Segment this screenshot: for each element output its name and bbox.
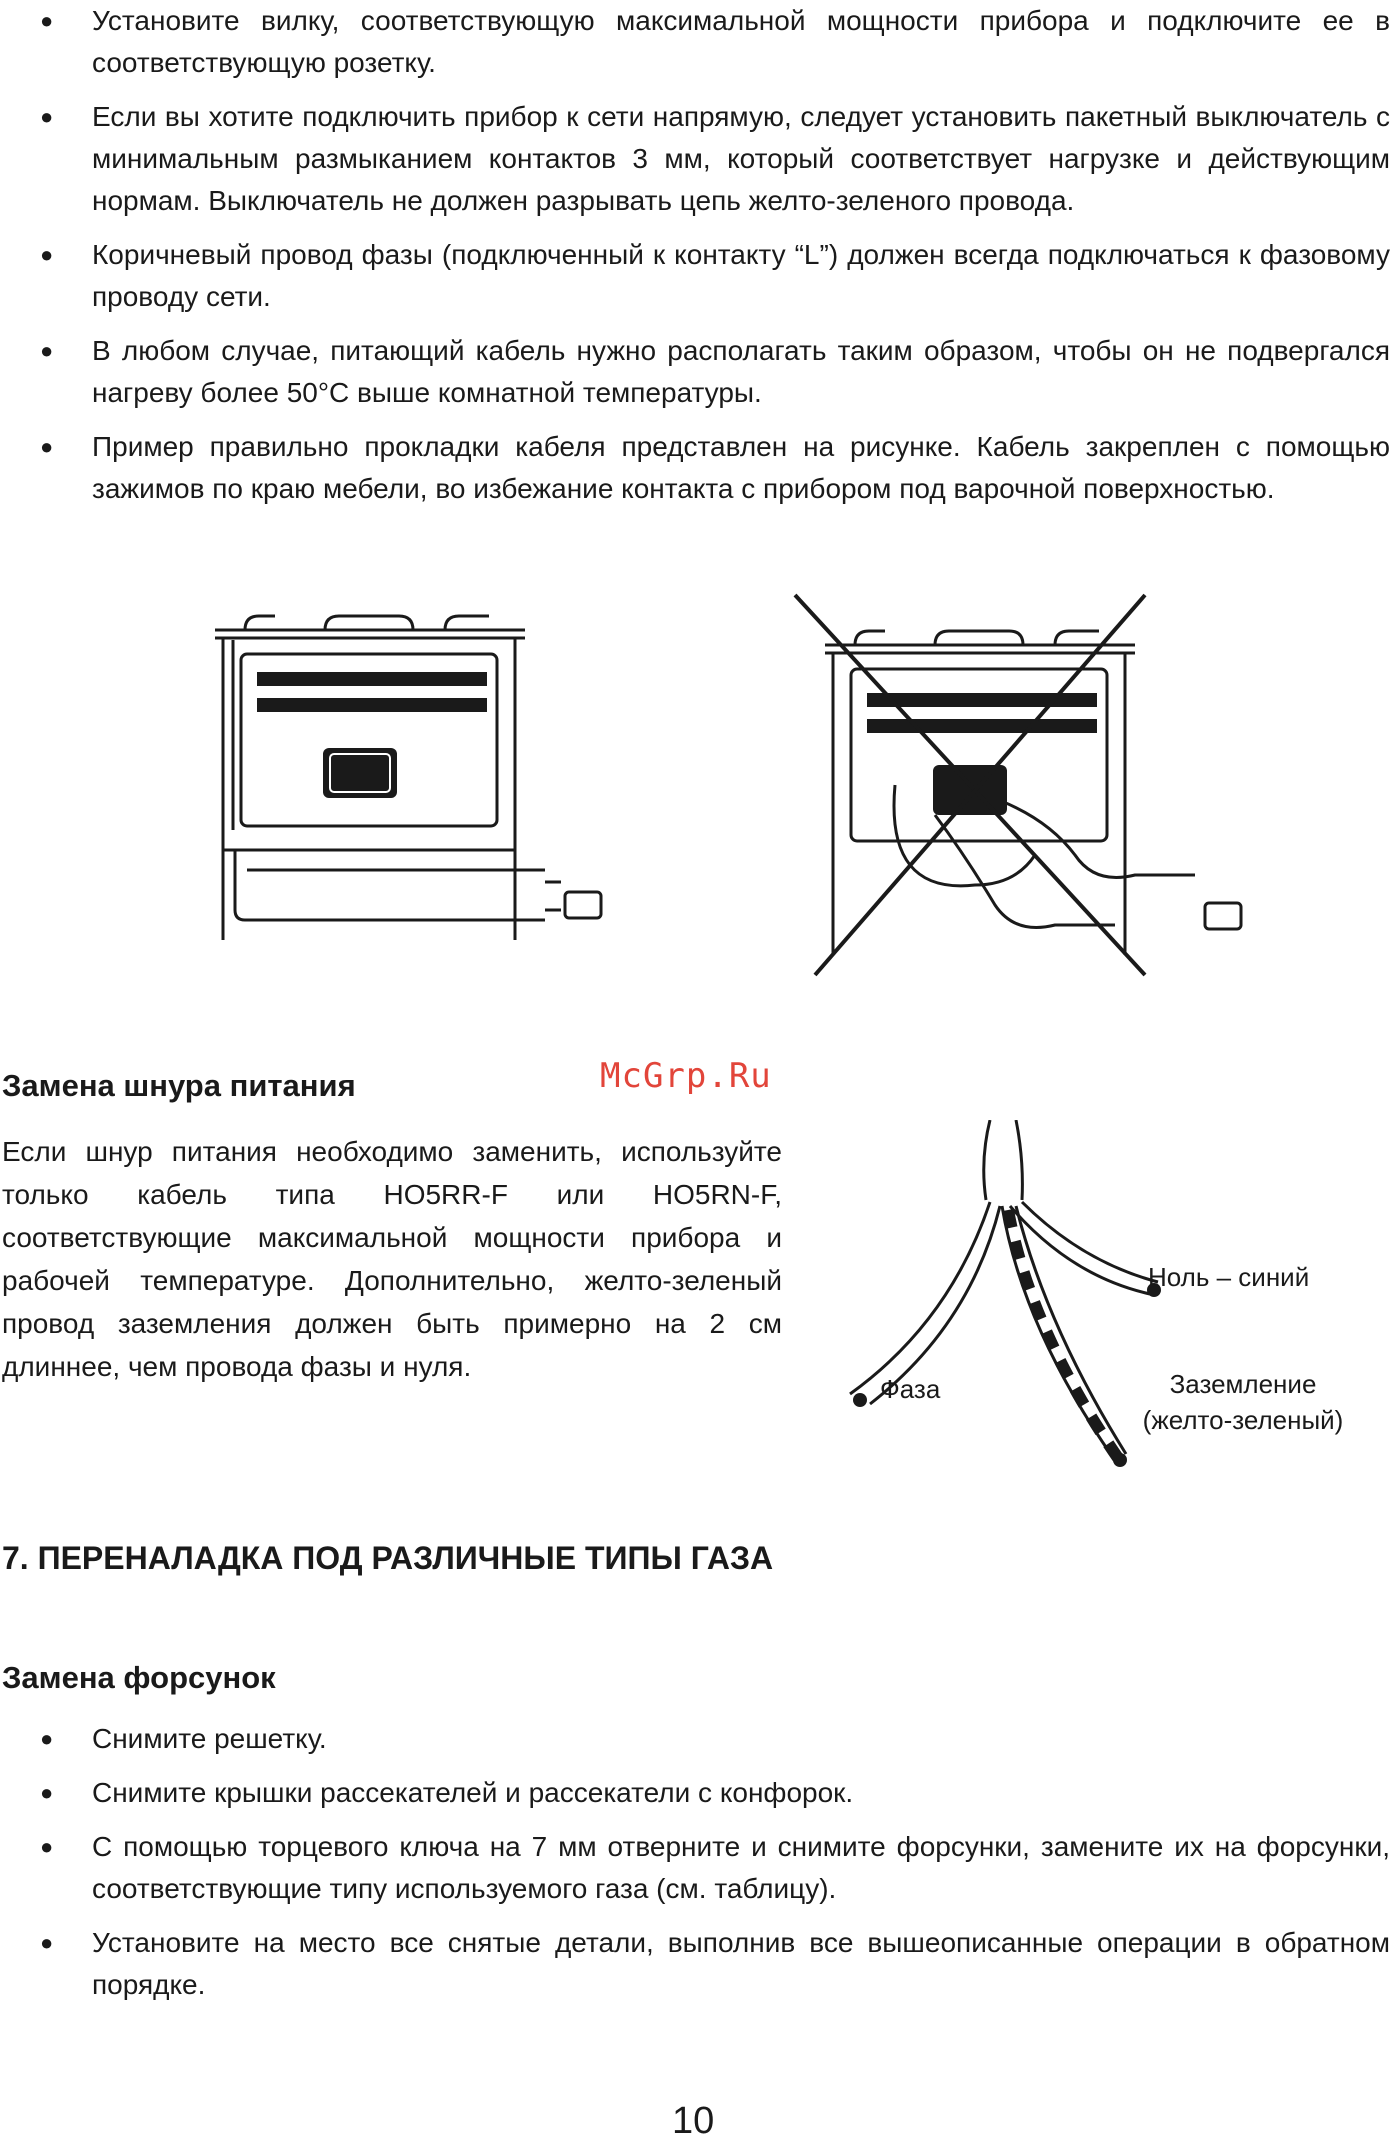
list-item: ● Коричневый провод фазы (подключенный к контакту “L”) должен всегда подключаться к фазовому проводу сети. <box>0 234 1390 318</box>
neutral-wire-label: Ноль – синий <box>1148 1262 1310 1292</box>
correct-cable-routing-illustration <box>205 600 605 960</box>
page-number: 10 <box>672 2100 715 2142</box>
list-item: ● С помощью торцевого ключа на 7 мм отверните и снимите форсунки, замените их на форсунки, соответствующие типу используемого газа (см. таблицу). <box>0 1826 1390 1910</box>
list-item: ● Снимите крышки рассекателей и рассекатели с конфорок. <box>0 1772 1390 1814</box>
list-item: ● Снимите решетку. <box>0 1718 1390 1760</box>
nozzle-replacement-list <box>0 1718 1390 2018</box>
list-item: ● В любом случае, питающий кабель нужно располагать таким образом, чтобы он не подвергался нагреву более 50°С выше комнатной температуры. <box>0 330 1390 414</box>
section-heading-gas-conversion: 7. ПЕРЕНАЛАДКА ПОД РАЗЛИЧНЫЕ ТИПЫ ГАЗА <box>2 1540 774 1576</box>
list-item: ● Установите на место все снятые детали, выполнив все вышеописанные операции в обратном порядке. <box>0 1922 1390 2006</box>
list-item: ● Если вы хотите подключить прибор к сети напрямую, следует установить пакетный выключатель с минимальным размыканием контактов 3 мм, который соответствует нагрузке и действующим нормам. Выключатель не должен разрывать цепь желто-зеленого провода. <box>0 96 1390 222</box>
connection-instructions-list <box>0 0 1390 522</box>
phase-wire-label: Фаза <box>880 1374 941 1404</box>
incorrect-cable-routing-illustration <box>785 585 1265 985</box>
list-item: ● Пример правильно прокладки кабеля представлен на рисунке. Кабель закреплен с помощью зажимов по краю мебели, во избежание контакта с прибором под варочной поверхностью. <box>0 426 1390 510</box>
watermark-text: McGrp.Ru <box>600 1056 772 1096</box>
ground-wire-label <box>1138 1366 1348 1438</box>
section-heading-power-cord: Замена шнура питания <box>2 1068 356 1103</box>
ground-wire-label-line2: (желто-зеленый) <box>1142 1405 1344 1435</box>
ground-wire-label-line1: Заземление <box>1169 1369 1317 1399</box>
power-cord-paragraph: Если шнур питания необходимо заменить, используйте только кабель типа HO5RR-F или HO5RN-F, соответствующие максимальной мощности прибора и рабочей температуре. Дополнительно, желто-зеленый провод заземления должен быть примерно на 2 см длиннее, чем провода фазы и нуля. <box>2 1136 782 1382</box>
section-heading-nozzle-replacement: Замена форсунок <box>2 1660 276 1695</box>
list-item: ● Установите вилку, соответствующую максимальной мощности прибора и подключите ее в соответствующую розетку. <box>0 0 1390 84</box>
